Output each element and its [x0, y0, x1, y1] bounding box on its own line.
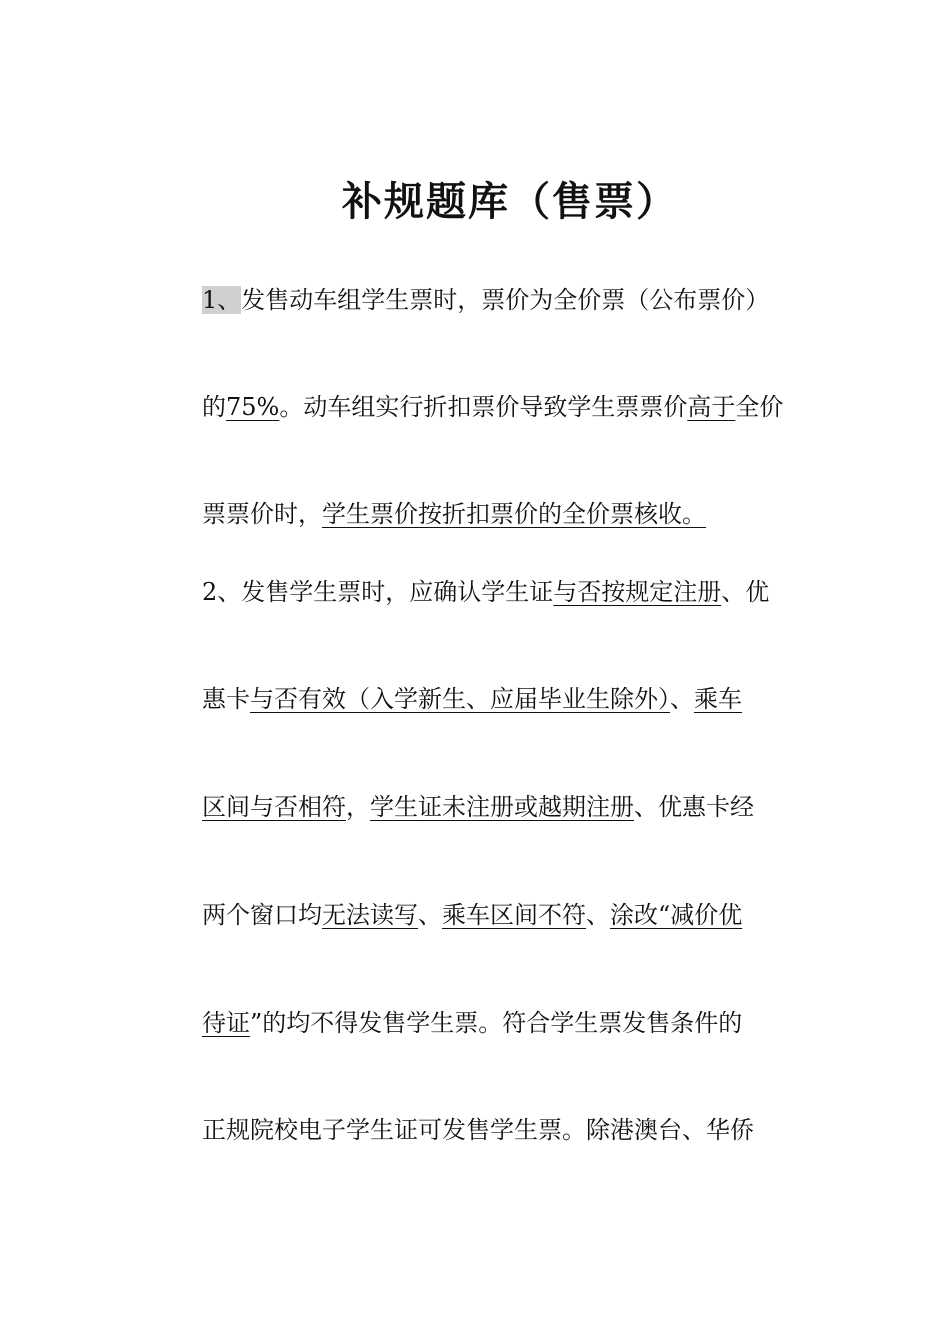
text-segment: 、 [418, 901, 442, 929]
text-segment: 全价 [735, 393, 784, 421]
text-segment: 1、 [202, 286, 242, 314]
text-segment: ”的均不得发售学生票。符合学生票发售条件的 [250, 1009, 743, 1037]
text-segment: 、 [586, 901, 610, 929]
text-segment: ， [346, 793, 370, 821]
text-segment: 两个窗口均 [202, 901, 322, 929]
text-line [202, 283, 822, 317]
text-line [202, 1006, 822, 1040]
text-line [202, 390, 822, 424]
text-segment: 75% [226, 393, 280, 421]
text-segment: 2、发售学生票时，应确认学生证 [202, 578, 554, 606]
text-segment: 待证 [202, 1009, 250, 1037]
text-segment: 惠卡 [202, 685, 250, 713]
text-segment: 的 [202, 393, 226, 421]
text-segment: 。动车组实行折扣票价导致学生票票价 [279, 393, 688, 421]
text-segment: 、优惠卡经 [634, 793, 754, 821]
text-segment: 涂改“减价优 [610, 901, 743, 929]
text-segment: 票票价时， [202, 500, 322, 528]
text-segment: 学生票价按折扣票价的全价票核收。 [322, 500, 706, 528]
text-segment: 乘车 [694, 685, 742, 713]
text-segment: 乘车区间不符 [442, 901, 586, 929]
text-line [202, 497, 822, 531]
text-line [202, 898, 822, 932]
document-title: 补规题库（售票） [342, 178, 678, 225]
text-line [202, 1113, 822, 1147]
text-segment: 发售动车组学生票时，票价为全价票（公布票价） [241, 286, 770, 314]
text-segment: 学生证未注册或越期注册 [370, 793, 634, 821]
text-segment: 无法读写 [322, 901, 418, 929]
text-segment: 高于 [687, 393, 736, 421]
text-segment: 、 [670, 685, 694, 713]
text-line [202, 790, 822, 824]
text-segment: 正规院校电子学生证可发售学生票。除港澳台、华侨 [202, 1116, 754, 1144]
text-line [202, 682, 822, 716]
text-segment: 区间与否相符 [202, 793, 346, 821]
text-segment: 、优 [721, 578, 770, 606]
text-segment: 与否按规定注册 [553, 578, 722, 606]
text-line [202, 575, 822, 609]
text-segment: 与否有效（入学新生、应届毕业生除外） [250, 685, 670, 713]
